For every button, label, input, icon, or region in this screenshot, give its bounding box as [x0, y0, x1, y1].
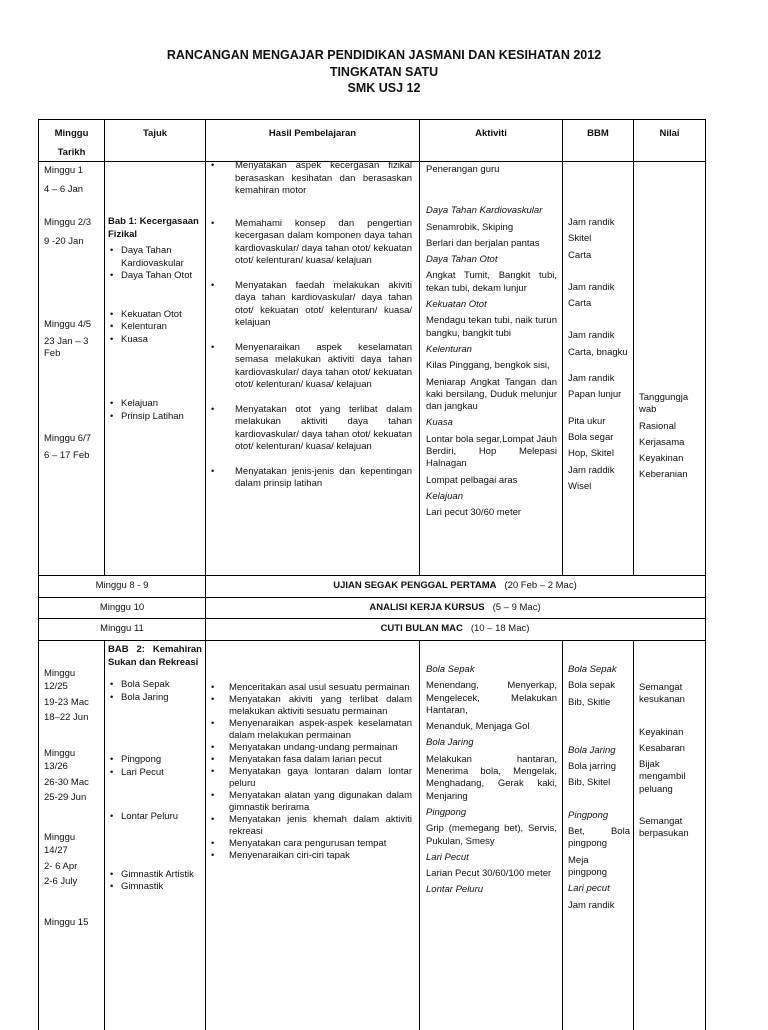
week-label: Minggu 2/3: [44, 217, 92, 228]
header-minggu: Minggu: [54, 128, 89, 139]
hasil-item: • Menyatakan akiviti yang terlibat dalam melakukan aktiviti sesuatu permainan: [209, 694, 412, 718]
bbm-item: Jam randik: [568, 217, 615, 228]
aktiviti-item: Grip (memegang bet), Servis, Pukulan, Smesy: [426, 823, 557, 847]
s2-week-3: [44, 832, 100, 888]
aktiviti-heading: Kelajuan: [426, 490, 463, 502]
bbm-item: Carta, bnagku: [568, 346, 628, 358]
bbm-item: Bola jarring: [568, 761, 617, 773]
aktiviti-item: Penerangan guru: [426, 164, 500, 175]
hasil-item: • Menyatakan gaya lontaran dalam lontar peluru: [209, 766, 412, 790]
aktiviti-item: Menendang, Menyerkap, Mengelecek, Melakukan Hantaran,: [426, 680, 557, 716]
aktiviti-heading: Daya Tahan Kardiovaskular: [426, 205, 543, 217]
header-nilai: Nilai: [659, 128, 680, 139]
hasil-item: • Menyatakan faedah melakukan akiviti daya tahan kardiovaskular/ daya tahan otot/ kekuatan otot/ kelenturan/ kuasa/ kelajuan: [209, 280, 412, 330]
col-divider: [205, 120, 206, 575]
hasil-item: • Menyatakan cara pengurusan tempat: [209, 838, 412, 850]
s2-aktiviti: [426, 664, 557, 897]
band-event-date: (5 – 9 Mac): [492, 602, 541, 613]
s2-tajuk: [108, 644, 202, 894]
hasil-item: • Menyenaraikan aspek keselamatan semasa melakukan aktiviti daya tahan kardiovaskular/ daya tahan otot/ kekuatan otot/ kelenturan/ kuasa/ kelajuan: [209, 342, 412, 392]
tajuk-item: • Kekuatan Otot: [108, 309, 202, 322]
aktiviti-item: Meniarap Angkat Tangan dan kaki bersilang, Duduk melunjur dan jangkau: [426, 376, 557, 413]
band-analisi: [39, 598, 705, 618]
band-event-date: (10 – 18 Mac): [470, 623, 530, 634]
aktiviti-item: Kilas Pinggang, bengkok sisi,: [426, 360, 550, 372]
s1-tajuk: [108, 216, 202, 423]
col-divider: [104, 120, 105, 575]
lesson-plan-table: [38, 119, 706, 1030]
s1-aktiviti: [426, 164, 557, 520]
band-event-title: ANALISI KERJA KURSUS: [369, 602, 485, 613]
bbm-item: Jam randik: [568, 330, 615, 342]
s2-week-1: [44, 668, 100, 724]
band-ujian-segak: [39, 576, 705, 596]
week-label: Minggu 1: [44, 165, 84, 176]
tajuk-item: • Daya Tahan Kardiovaskular: [108, 245, 202, 270]
aktiviti-item: Lontar bola segar,Lompat Jauh Berdiri, Hop Melepasi Halnagan: [426, 433, 557, 470]
hasil-item: • Menceritakan asal usul sesuatu permainan: [209, 682, 412, 694]
nilai-item: Bijak mengambil peluang: [639, 759, 686, 795]
week-date: 25-29 Jun: [44, 791, 87, 803]
aktiviti-heading: Bola Sepak: [426, 664, 475, 675]
band-event-date: (20 Feb – 2 Mac): [504, 580, 577, 591]
aktiviti-heading: Lontar Peluru: [426, 884, 484, 896]
hasil-item: • Menyatakan alatan yang digunakan dalam gimnastik berirama: [209, 790, 412, 814]
tajuk-item: • Bola Sepak: [108, 679, 202, 692]
header-bbm: BBM: [587, 128, 609, 139]
bbm-item: Meja pingpong: [568, 854, 608, 878]
bbm-item: Skitel: [568, 233, 592, 245]
bbm-item: Bola segar: [568, 431, 614, 443]
s2-nilai: [639, 682, 701, 841]
band-cuti: [39, 619, 705, 639]
s2-bbm: [568, 664, 630, 912]
col-divider: [104, 640, 105, 1030]
header-tajuk: Tajuk: [142, 128, 168, 139]
tajuk-item: • Daya Tahan Otot: [108, 270, 202, 283]
nilai-item: Semangat kesukanan: [639, 682, 685, 706]
bbm-item: Carta: [568, 298, 592, 310]
bbm-item: Jam randik: [568, 281, 615, 293]
nilai-item: Semangat berpasukan: [639, 816, 689, 840]
hasil-item: • Menyatakan aspek kecergasan fizikal berasaskan kesihatan dan berasaskan kemahiran motor: [209, 160, 412, 198]
bbm-item: Hop, Skitel: [568, 448, 614, 460]
nilai-item: Rasional: [639, 420, 676, 432]
col-divider: [562, 120, 563, 575]
aktiviti-heading: Lari Pecut: [426, 851, 469, 863]
title-line-2: TINGKATAN SATU: [329, 64, 439, 79]
header-hasil: Hasil Pembelajaran: [268, 128, 357, 139]
week-date: 2-6 July: [44, 875, 78, 887]
week-date: 26-30 Mac: [44, 777, 89, 788]
aktiviti-item: Larian Pecut 30/60/100 meter: [426, 868, 552, 880]
tajuk-item: • Pingpong: [108, 754, 202, 767]
s1-hasil: [209, 160, 412, 491]
hasil-item: • Menyatakan jenis-jenis dan kepentingan dalam prinsip latihan: [209, 466, 412, 491]
header-tarikh: Tarikh: [57, 147, 86, 158]
tajuk-item: • Prinsip Latihan: [108, 411, 202, 424]
bab-title: BAB 2: Kemahiran Sukan dan Rekreasi: [108, 644, 202, 668]
col-divider: [205, 575, 206, 1030]
bbm-heading: Pingpong: [568, 809, 609, 821]
s1-week-4: [44, 433, 100, 462]
week-date: 4 – 6 Jan: [44, 183, 84, 195]
s2-week-4: [44, 917, 100, 930]
band-event: [205, 580, 705, 591]
week-label: Minggu 6/7: [44, 433, 92, 444]
week-label: Minggu 4/5: [44, 319, 92, 330]
band-event: [205, 623, 705, 634]
title-line-1: RANCANGAN MENGAJAR PENDIDIKAN JASMANI DAN KESIHATAN 2012: [166, 48, 602, 62]
aktiviti-item: Berlari dan berjalan pantas: [426, 237, 540, 249]
header-aktiviti: Aktiviti: [475, 128, 507, 139]
aktiviti-item: Menanduk, Menjaga Gol: [426, 721, 530, 733]
hasil-item: • Memahami konsep dan pengertian kecergasan dalam komponen daya tahan kardiovaskular/ daya tahan otot/ kekuatan otot/ kelenturan/ kuasa/ kelajuan: [209, 218, 412, 268]
nilai-item: Keyakinan: [639, 726, 684, 738]
bbm-heading: Lari pecut: [568, 883, 610, 895]
aktiviti-item: Angkat Tumit, Bangkit tubi, tekan tubi, dekam lunjur: [426, 270, 557, 294]
aktiviti-heading: Kuasa: [426, 417, 453, 429]
bbm-item: Jam randik: [568, 373, 615, 385]
bbm-item: Bib, Skitel: [568, 777, 611, 789]
week-label: Minggu 15: [44, 917, 89, 928]
week-date: 6 – 17 Feb: [44, 449, 90, 461]
band-week: Minggu 11: [100, 623, 144, 634]
week-label: Minggu 13/26: [44, 748, 76, 772]
hasil-item: • Menyenaraikan aspek-aspek keselamatan dalam melakukan permainan: [209, 718, 412, 742]
col-divider: [419, 120, 420, 575]
title-line-3: SMK USJ 12: [347, 81, 421, 95]
s2-week-2: [44, 748, 100, 804]
s1-week-2: [44, 217, 100, 248]
bab-title: Bab 1: Kecergasaan Fizikal: [108, 216, 199, 240]
aktiviti-item: Lari pecut 30/60 meter: [426, 507, 522, 519]
hasil-item: • Menyatakan undang-undang permainan: [209, 742, 412, 754]
nilai-item: Kesabaran: [639, 742, 685, 754]
s1-week-3: [44, 319, 100, 361]
aktiviti-item: Melakukan hantaran, Menerima bola, Mengelak, Menghadang, Gerak kaki, Menjaring: [426, 753, 557, 802]
bbm-item: Jam raddik: [568, 464, 615, 476]
bbm-item: Bola sepak: [568, 680, 616, 692]
tajuk-item: • Lontar Peluru: [108, 811, 202, 824]
col-divider: [633, 640, 634, 1030]
aktiviti-item: Senamrobik, Skiping: [426, 221, 514, 233]
hasil-item: • Menyatakan otot yang terlibat dalam melakukan aktiviti daya tahan kardiovaskular/ daya tahan otot/ kekuatan otot/ kelenturan/ kuasa/ kelajuan: [209, 404, 412, 454]
hasil-item: • Menyatakan fasa dalam larian pecut: [209, 754, 412, 766]
s1-nilai: [639, 392, 701, 482]
tajuk-item: • Bola Jaring: [108, 692, 202, 705]
band-week: Minggu 10: [99, 602, 145, 613]
week-date: 19-23 Mac: [44, 697, 89, 708]
bbm-item: Bet, Bola pingpong: [568, 826, 630, 850]
s1-week-1: [44, 165, 100, 196]
nilai-item: Keberanian: [639, 469, 688, 481]
tajuk-item: • Kuasa: [108, 334, 202, 347]
s2-hasil: [209, 682, 412, 862]
nilai-item: Tanggungja wab: [639, 392, 689, 416]
aktiviti-heading: Kelenturan: [426, 343, 472, 355]
bbm-item: Pita ukur: [568, 415, 606, 427]
week-date: 23 Jan – 3 Feb: [44, 335, 89, 359]
aktiviti-item: Mendagu tekan tubi, naik turun bangku, bangkit tubi: [426, 315, 557, 339]
col-divider: [562, 640, 563, 1030]
bbm-heading: Bola Sepak: [568, 664, 617, 675]
bbm-item: Bib, Skitle: [568, 696, 611, 708]
nilai-item: Kerjasama: [639, 436, 685, 448]
band-event: [205, 602, 705, 613]
tajuk-item: • Gimnastik Artistik: [108, 869, 202, 882]
aktiviti-heading: Pingpong: [426, 806, 467, 818]
aktiviti-heading: Kekuatan Otot: [426, 299, 487, 311]
col-divider: [633, 120, 634, 575]
week-date: 2- 6 Apr: [44, 861, 78, 872]
aktiviti-heading: Bola Jaring: [426, 737, 474, 749]
tajuk-item: • Kelajuan: [108, 398, 202, 411]
tajuk-item: • Gimnastik: [108, 881, 202, 894]
tajuk-item: • Kelenturan: [108, 321, 202, 334]
document-title: [0, 47, 768, 97]
week-label: Minggu 14/27: [44, 832, 76, 856]
bbm-heading: Bola Jaring: [568, 744, 616, 756]
bbm-item: Carta: [568, 249, 592, 261]
row-divider: [39, 640, 705, 641]
band-event-title: UJIAN SEGAK PENGGAL PERTAMA: [333, 580, 497, 591]
bbm-item: Jam randik: [568, 899, 615, 911]
aktiviti-item: Lompat pelbagai aras: [426, 474, 518, 486]
col-divider: [419, 640, 420, 1030]
aktiviti-heading: Daya Tahan Otot: [426, 254, 498, 266]
bbm-item: Papan lunjur: [568, 389, 622, 401]
hasil-item: • Menyenaraikan ciri-ciri tapak: [209, 850, 412, 862]
bbm-item: Wisel: [568, 480, 592, 492]
s1-bbm: [568, 217, 630, 493]
tajuk-item: • Lari Pecut: [108, 767, 202, 780]
header-minggu-tarikh: [39, 120, 104, 161]
band-event-title: CUTI BULAN MAC: [380, 623, 463, 634]
week-label: Minggu 12/25: [44, 668, 76, 692]
week-date: 9 -20 Jan: [44, 235, 84, 247]
hasil-item: • Menyatakan jenis khemah dalam aktiviti rekreasi: [209, 814, 412, 838]
nilai-item: Keyakinan: [639, 453, 684, 465]
band-week: Minggu 8 - 9: [95, 580, 149, 591]
week-date: 18–22 Jun: [44, 711, 89, 723]
